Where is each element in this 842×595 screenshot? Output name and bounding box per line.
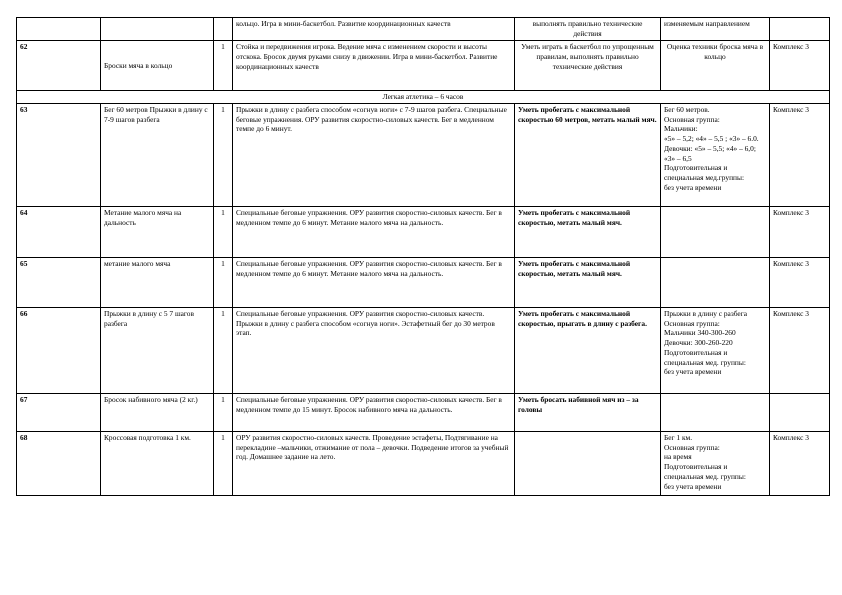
- lesson-control: [661, 393, 770, 431]
- lesson-number: 64: [17, 206, 101, 257]
- lesson-control: [661, 307, 770, 393]
- section-row: [17, 91, 830, 104]
- lesson-number: 67: [17, 393, 101, 431]
- lesson-control: [661, 431, 770, 495]
- lesson-control: [661, 257, 770, 307]
- lesson-control: изменяемым направлением: [661, 18, 770, 41]
- lesson-requirements: выполнять правильно технические действия: [515, 18, 661, 41]
- control-line: Подготовительная и: [664, 462, 728, 472]
- control-line: Мальчики 340-300-260: [664, 328, 736, 338]
- lesson-hours: 1: [214, 103, 233, 206]
- lesson-topic: Бросок набивного мяча (2 кг.): [101, 393, 214, 431]
- lesson-number: [17, 18, 101, 41]
- control-line: специальная мед. группы:: [664, 357, 746, 367]
- lesson-requirements: Уметь пробегать с максимальной скоростью 60 метров, метать малый мяч.: [515, 103, 661, 206]
- control-line: на время: [664, 452, 692, 462]
- lesson-topic: метание малого мяча: [101, 257, 214, 307]
- control-line: Основная группа:: [664, 114, 720, 124]
- lesson-number: 66: [17, 307, 101, 393]
- lesson-control: [661, 103, 770, 206]
- lesson-homework: [770, 393, 830, 431]
- control-line: специальная мед.группы:: [664, 173, 745, 183]
- control-line: без учета времени: [664, 182, 722, 192]
- table-row: [17, 206, 830, 257]
- lesson-hours: 1: [214, 206, 233, 257]
- table-row: [17, 307, 830, 393]
- lesson-requirements: Уметь бросать набивной мяч из – за головы: [515, 393, 661, 431]
- lesson-homework: Комплекс 3: [770, 41, 830, 91]
- control-line: Подготовительная и: [664, 347, 728, 357]
- lesson-content: ОРУ развития скоростно-силовых качеств. Проведение эстафеты, Подтягивание на перекладине –мальчики, отжимание от пола – девочки. Подведение итогов за учебный год. Домашнее задание на лето.: [233, 431, 515, 495]
- table-row: [17, 41, 830, 91]
- lesson-requirements: Уметь играть в баскетбол по упрощенным правилам, выполнять правильно технические действия: [515, 41, 661, 91]
- control-line: Мальчики:: [664, 124, 698, 134]
- lesson-content: Специальные беговые упражнения. ОРУ развития скоростно-силовых качеств. Бег в медленном темпе до 6 минут. Метание малого мяча на дальность.: [233, 257, 515, 307]
- lesson-homework: Комплекс 3: [770, 431, 830, 495]
- lesson-homework: Комплекс 3: [770, 206, 830, 257]
- lesson-requirements: Уметь пробегать с максимальной скоростью, метать малый мяч.: [515, 206, 661, 257]
- table-row: [17, 257, 830, 307]
- control-line: Бег 60 метров.: [664, 104, 710, 114]
- table-row: [17, 393, 830, 431]
- lesson-topic: Прыжки в длину с 5 7 шагов разбега: [101, 307, 214, 393]
- lesson-homework: Комплекс 3: [770, 257, 830, 307]
- lesson-content: Стойка и передвижения игрока. Ведение мяча с изменением скорости и высоты отскока. Бросок двумя руками снизу в движении. Игра в мини-баскетбол. Развитие координационных качеств: [233, 41, 515, 91]
- table-row: [17, 103, 830, 206]
- lesson-topic: Броски мяча в кольцо: [101, 41, 214, 91]
- control-line: Основная группа:: [664, 442, 720, 452]
- lesson-content: Специальные беговые упражнения. ОРУ развития скоростно-силовых качеств. Прыжки в длину с разбега способом «согнув ноги». Эстафетный бег до 30 метров этап.: [233, 307, 515, 393]
- control-line: без учета времени: [664, 481, 722, 491]
- lesson-number: 65: [17, 257, 101, 307]
- lesson-homework: Комплекс 3: [770, 307, 830, 393]
- lesson-number: 63: [17, 103, 101, 206]
- control-line: Бег 1 км.: [664, 432, 693, 442]
- lesson-homework: Комплекс 3: [770, 103, 830, 206]
- lesson-hours: 1: [214, 393, 233, 431]
- lesson-hours: 1: [214, 431, 233, 495]
- lesson-hours: [214, 18, 233, 41]
- table-row-continued: [17, 18, 830, 41]
- lesson-topic: [101, 18, 214, 41]
- control-line: Девочки: 300-260-220: [664, 338, 733, 348]
- lesson-requirements: Уметь пробегать с максимальной скоростью, метать малый мяч.: [515, 257, 661, 307]
- section-title: Легкая атлетика – 6 часов: [17, 91, 830, 104]
- lesson-hours: 1: [214, 307, 233, 393]
- control-line: без учета времени: [664, 367, 722, 377]
- lesson-content: Прыжки в длину с разбега способом «согнув ноги» с 7-9 шагов разбега. Специальные беговые упражнения. ОРУ развития скоростно-силовых качеств. Бег в медленном темпе до 6 минут.: [233, 103, 515, 206]
- control-line: специальная мед. группы:: [664, 471, 746, 481]
- lesson-homework: [770, 18, 830, 41]
- control-line: Прыжки в длину с разбега: [664, 308, 748, 318]
- lesson-content: Специальные беговые упражнения. ОРУ развития скоростно-силовых качеств. Бег в медленном темпе до 15 минут. Бросок набивного мяча на дальность.: [233, 393, 515, 431]
- control-line: Девочки: «5» – 5,5; «4» – 6,0; «3» – 6,5: [664, 143, 756, 163]
- lesson-requirements: Уметь пробегать с максимальной скоростью, прыгать в длину с разбега.: [515, 307, 661, 393]
- lesson-number: 68: [17, 431, 101, 495]
- table-row: [17, 431, 830, 495]
- lesson-content: кольцо. Игра в мини-баскетбол. Развитие координационных качеств: [233, 18, 515, 41]
- control-line: «5» – 5,2; «4» – 5,5 ; «3» – 6.0.: [664, 134, 759, 144]
- lesson-topic: Бег 60 метров Прыжки в длину с 7-9 шагов разбега: [101, 103, 214, 206]
- lesson-hours: 1: [214, 257, 233, 307]
- lesson-topic: Кроссовая подготовка 1 км.: [101, 431, 214, 495]
- lesson-control: [661, 206, 770, 257]
- lesson-plan-table: [16, 17, 830, 496]
- lesson-number: 62: [17, 41, 101, 91]
- control-line: Основная группа:: [664, 318, 720, 328]
- lesson-control: Оценка техники броска мяча в кольцо: [661, 41, 770, 91]
- lesson-content: Специальные беговые упражнения. ОРУ развития скоростно-силовых качеств. Бег в медленном темпе до 6 минут. Метание малого мяча на дальность.: [233, 206, 515, 257]
- lesson-requirements: [515, 431, 661, 495]
- lesson-hours: 1: [214, 41, 233, 91]
- lesson-topic: Метание малого мяча на дальность: [101, 206, 214, 257]
- control-line: Подготовительная и: [664, 163, 728, 173]
